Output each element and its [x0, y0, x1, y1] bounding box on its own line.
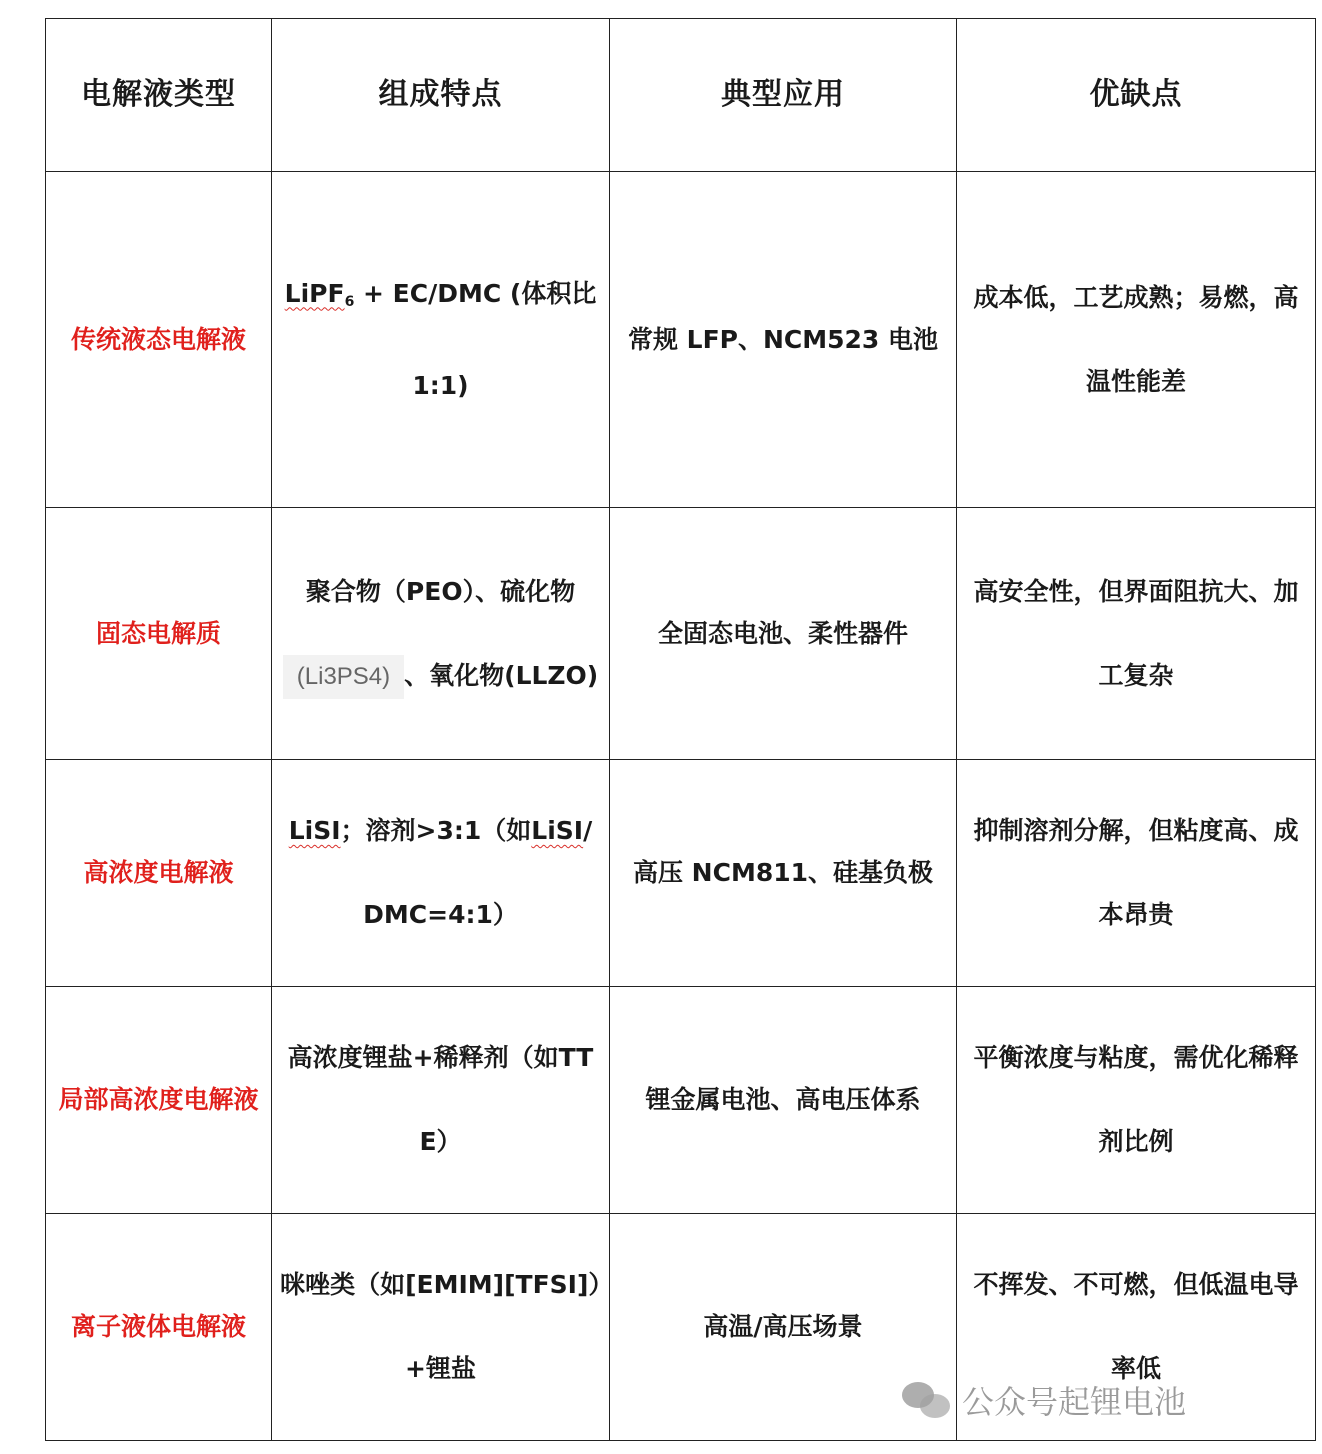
- composition-cell: [272, 760, 610, 987]
- subscript: 6: [344, 293, 355, 310]
- composition-cell: [272, 508, 610, 760]
- table-header-row: [46, 19, 1316, 172]
- pros-cons-cell: 成本低，工艺成熟；易燃，高温性能差: [957, 172, 1316, 508]
- wechat-watermark: [902, 1378, 1186, 1422]
- application-cell: 高温/高压场景: [610, 1214, 957, 1441]
- electrolyte-type-cell: 传统液态电解液: [46, 172, 272, 508]
- composition-text: ；溶剂>3:1（如: [340, 816, 532, 845]
- electrolyte-type-cell: 高浓度电解液: [46, 760, 272, 987]
- pros-cons-cell: 抑制溶剂分解，但粘度高、成本昂贵: [957, 760, 1316, 987]
- composition-text: 聚合物（PEO）、硫化物: [305, 576, 576, 606]
- composition-text: /DMC=4:1）: [363, 816, 593, 929]
- wechat-icon: [902, 1380, 952, 1420]
- table-row: [46, 172, 1316, 508]
- application-cell: 锂金属电池、高电压体系: [610, 987, 957, 1214]
- header-cell: 电解液类型: [46, 19, 272, 172]
- pros-cons-cell: 平衡浓度与粘度，需优化稀释剂比例: [957, 987, 1316, 1214]
- spellcheck-flagged-term: LiPF: [284, 278, 345, 308]
- composition-cell: [272, 172, 610, 508]
- composition-cell: 高浓度锂盐+稀释剂（如TTE）: [272, 987, 610, 1214]
- header-cell: 典型应用: [610, 19, 957, 172]
- table-row: [46, 508, 1316, 760]
- pros-cons-cell: 不挥发、不可燃，但低温电导率低: [957, 1214, 1316, 1441]
- formula-image-chip: (Li3PS4): [283, 655, 404, 699]
- spellcheck-flagged-term: LiSI: [288, 816, 341, 845]
- header-cell: 优缺点: [957, 19, 1316, 172]
- electrolyte-comparison-table: [45, 18, 1316, 1441]
- composition-text: 、氧化物(LLZO): [404, 660, 599, 690]
- electrolyte-type-cell: 局部高浓度电解液: [46, 987, 272, 1214]
- table-row: [46, 760, 1316, 987]
- application-cell: 高压 NCM811、硅基负极: [610, 760, 957, 987]
- composition-cell: 咪唑类（如[EMIM][TFSI]）+锂盐: [272, 1214, 610, 1441]
- electrolyte-type-cell: 固态电解质: [46, 508, 272, 760]
- pros-cons-cell: 高安全性，但界面阻抗大、加工复杂: [957, 508, 1316, 760]
- composition-text: + EC/DMC (体积比 1:1): [354, 278, 597, 400]
- table-row: [46, 987, 1316, 1214]
- application-cell: 常规 LFP、NCM523 电池: [610, 172, 957, 508]
- spellcheck-flagged-term: LiSI: [531, 816, 584, 845]
- watermark-text: 公众号起锂电池: [962, 1383, 1187, 1421]
- application-cell: 全固态电池、柔性器件: [610, 508, 957, 760]
- header-cell: 组成特点: [272, 19, 610, 172]
- electrolyte-type-cell: 离子液体电解液: [46, 1214, 272, 1441]
